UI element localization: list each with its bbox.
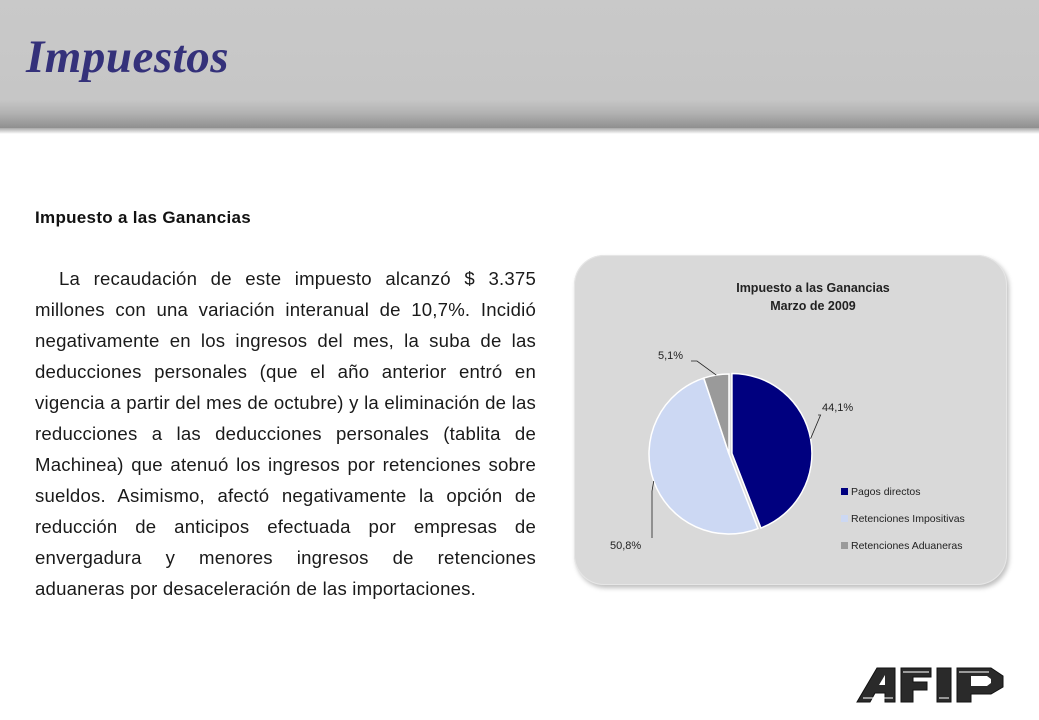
pie-chart bbox=[574, 255, 1007, 585]
header-shadow bbox=[0, 128, 1039, 134]
chart-subtitle: Marzo de 2009 bbox=[770, 299, 856, 313]
pie-data-label: 5,1% bbox=[658, 350, 684, 362]
pie-leader-line bbox=[811, 415, 821, 439]
pie-data-label: 44,1% bbox=[822, 402, 854, 414]
chart-card bbox=[574, 255, 1007, 585]
afip-logo bbox=[855, 665, 1007, 705]
chart-title: Impuesto a las Ganancias bbox=[736, 281, 890, 295]
legend-swatch bbox=[841, 515, 848, 522]
section-subtitle: Impuesto a las Ganancias bbox=[35, 208, 252, 227]
body-paragraph: La recaudación de este impuesto alcanzó $ 3.375 millones con una variación interanual de 10,7%. Incidió negativamente en los ingresos del mes, la suba de las deducciones personales (que el año anterior entró en vigencia a partir del mes de octubre) y la eliminación de las reducciones a las deducciones personales (tablita de Machinea) que atenuó los ingresos por retenciones sobre sueldos. Asimismo, afectó negativamente la opción de reducción de anticipos efectuada por empresas de envergadura y menores ingresos de retenciones aduaneras por desaceleración de las importaciones. bbox=[35, 268, 536, 599]
legend-label: Retenciones Impositivas bbox=[851, 513, 965, 525]
page-title: Impuestos bbox=[26, 31, 229, 83]
legend-swatch bbox=[841, 542, 848, 549]
pie-leader-line bbox=[691, 361, 716, 375]
pie-data-label: 50,8% bbox=[610, 540, 642, 552]
legend-label: Pagos directos bbox=[851, 486, 921, 498]
legend-label: Retenciones Aduaneras bbox=[851, 540, 963, 552]
legend-swatch bbox=[841, 488, 848, 495]
pie-leader-line bbox=[652, 481, 654, 538]
